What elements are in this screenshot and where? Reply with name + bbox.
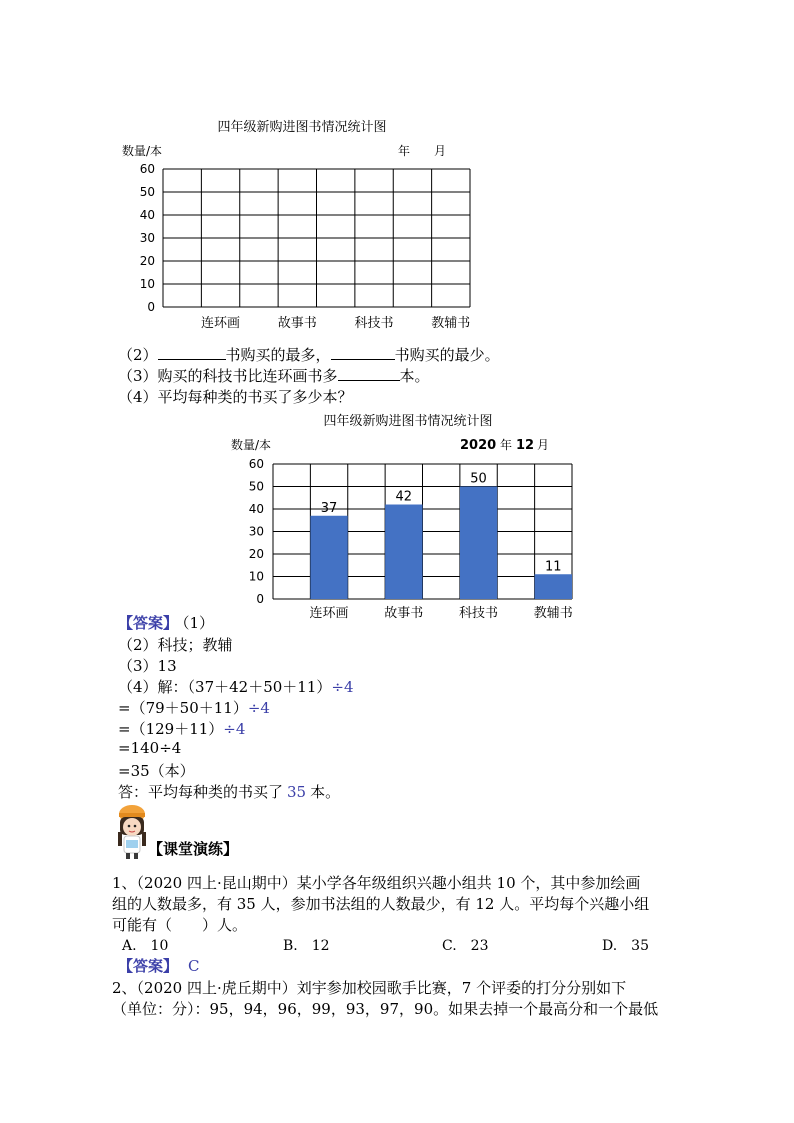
q1-option-c: C. 23 bbox=[442, 938, 489, 954]
q1-answer-label: 【答案】 bbox=[118, 957, 179, 975]
blank-most bbox=[158, 345, 226, 360]
bar-value-label: 50 bbox=[470, 471, 487, 487]
category-label: 科技书 bbox=[354, 316, 394, 331]
q1-option-d: D. 35 bbox=[602, 938, 649, 954]
chart-2-yticks bbox=[249, 457, 264, 606]
y-tick-label: 60 bbox=[139, 162, 155, 176]
bar-value-label: 11 bbox=[545, 559, 562, 575]
chart-2-title: 四年级新购进图书情况统计图 bbox=[323, 414, 493, 429]
bar bbox=[385, 505, 422, 600]
bar-value-label: 42 bbox=[395, 489, 413, 505]
chart-2-ylabel: 数量/本 bbox=[231, 438, 272, 452]
answer-line-3: （3）13 bbox=[118, 657, 177, 675]
answer-line-8: =35（本） bbox=[118, 762, 195, 780]
answer-line-4 bbox=[118, 676, 354, 697]
chart-1-ylabel: 数量/本 bbox=[122, 144, 163, 158]
category-label: 故事书 bbox=[277, 316, 317, 331]
answer-line-9-unit: 本。 bbox=[310, 783, 341, 801]
q2-line-2: （单位：分）：95，94，96，99，93，97，90。如果去掉一个最高分和一个最低 bbox=[112, 1000, 659, 1018]
answer-line-6-expr: =（129＋11） bbox=[118, 720, 224, 738]
question-3-text-b: 本。 bbox=[399, 367, 430, 385]
y-tick-label: 60 bbox=[248, 457, 264, 471]
y-tick-label: 20 bbox=[248, 547, 264, 561]
bar-value-label: 37 bbox=[320, 500, 338, 516]
answer-line-2: （2）科技；教辅 bbox=[118, 636, 233, 654]
category-label: 故事书 bbox=[384, 606, 424, 621]
chart-1-categories bbox=[201, 315, 470, 331]
q1-line-3: 可能有（ ）人。 bbox=[112, 916, 248, 934]
question-3-text-a: （3）购买的科技书比连环画书多 bbox=[118, 367, 338, 385]
answer-line-4-expr: （4）解：（37＋42＋50＋11） bbox=[118, 678, 332, 696]
category-label: 科技书 bbox=[459, 606, 499, 621]
y-tick-label: 0 bbox=[256, 592, 264, 606]
answer-line-1 bbox=[118, 612, 214, 633]
y-tick-label: 40 bbox=[139, 208, 155, 222]
answer-line-6 bbox=[118, 718, 245, 739]
chart-1-title: 四年级新购进图书情况统计图 bbox=[217, 120, 387, 135]
blank-difference bbox=[338, 366, 400, 381]
q2-line-1: 2、（2020 四上·虎丘期中）刘宇参加校园歌手比赛，7 个评委的打分分别如下 bbox=[112, 979, 627, 997]
question-2 bbox=[118, 344, 500, 365]
y-tick-label: 30 bbox=[139, 231, 155, 245]
y-tick-label: 10 bbox=[248, 569, 264, 584]
answer-line-6-div: ÷4 bbox=[223, 720, 246, 738]
answer-line-5 bbox=[118, 697, 270, 718]
chart-1-yticks bbox=[140, 162, 155, 314]
chart-2-year: 2020 bbox=[460, 438, 497, 453]
question-2-text-a: 书购买的最多， bbox=[225, 346, 331, 364]
answer-line-9 bbox=[118, 781, 340, 802]
q1-option-a: A. 10 bbox=[122, 938, 169, 954]
category-label: 教辅书 bbox=[431, 316, 471, 331]
chart-2-month-unit: 月 bbox=[537, 438, 550, 452]
q1-option-b: B. 12 bbox=[283, 938, 330, 954]
y-tick-label: 30 bbox=[248, 524, 264, 539]
chart-2 bbox=[0, 405, 794, 625]
answer-label: 【答案】 bbox=[118, 614, 179, 632]
y-tick-label: 50 bbox=[248, 479, 264, 494]
answer-line-9-text: 答：平均每种类的书买了 bbox=[118, 783, 284, 801]
blank-least bbox=[331, 345, 395, 360]
answer-line-5-div: ÷4 bbox=[247, 699, 270, 717]
y-tick-label: 40 bbox=[248, 502, 264, 516]
y-tick-label: 10 bbox=[139, 277, 155, 291]
chart-2-categories bbox=[310, 605, 573, 621]
y-tick-label: 0 bbox=[147, 300, 155, 314]
chart-1 bbox=[0, 0, 794, 340]
question-3 bbox=[118, 365, 430, 386]
answer-line-4-div: ÷4 bbox=[331, 678, 354, 696]
answer-line-5-expr: =（79＋50＋11） bbox=[118, 699, 248, 717]
chart-1-date: 年 月 bbox=[398, 144, 447, 158]
bar bbox=[310, 516, 347, 599]
chart-2-month: 12 bbox=[516, 438, 535, 453]
q1-answer-value: C bbox=[188, 957, 200, 975]
question-2-number: （2） bbox=[118, 346, 158, 364]
q1-line-1: 1、（2020 四上·昆山期中）某小学各年级组织兴趣小组共 10 个，其中参加绘画 bbox=[112, 874, 641, 892]
chart-1-grid bbox=[163, 169, 470, 307]
answer-line-9-value: 35 bbox=[287, 783, 307, 801]
chart-2-bars bbox=[310, 472, 572, 600]
category-label: 连环画 bbox=[309, 606, 349, 621]
section-title: 【课堂演练】 bbox=[148, 840, 239, 858]
q1-answer bbox=[118, 955, 200, 976]
question-4: （4）平均每种类的书买了多少本？ bbox=[118, 388, 353, 406]
category-label: 连环画 bbox=[201, 316, 241, 331]
answer-line-7: =140÷4 bbox=[118, 739, 182, 757]
chart-2-year-unit: 年 bbox=[500, 438, 513, 452]
bar bbox=[535, 574, 572, 599]
category-label: 教辅书 bbox=[533, 606, 573, 621]
answer-part-1: （1） bbox=[182, 614, 215, 632]
y-tick-label: 50 bbox=[139, 185, 155, 199]
bar bbox=[460, 487, 497, 600]
y-tick-label: 20 bbox=[139, 254, 155, 268]
question-2-text-b: 书购买的最少。 bbox=[394, 346, 500, 364]
q1-line-2: 组的人数最多，有 35 人，参加书法组的人数最少，有 12 人。平均每个兴趣小组 bbox=[112, 895, 650, 913]
